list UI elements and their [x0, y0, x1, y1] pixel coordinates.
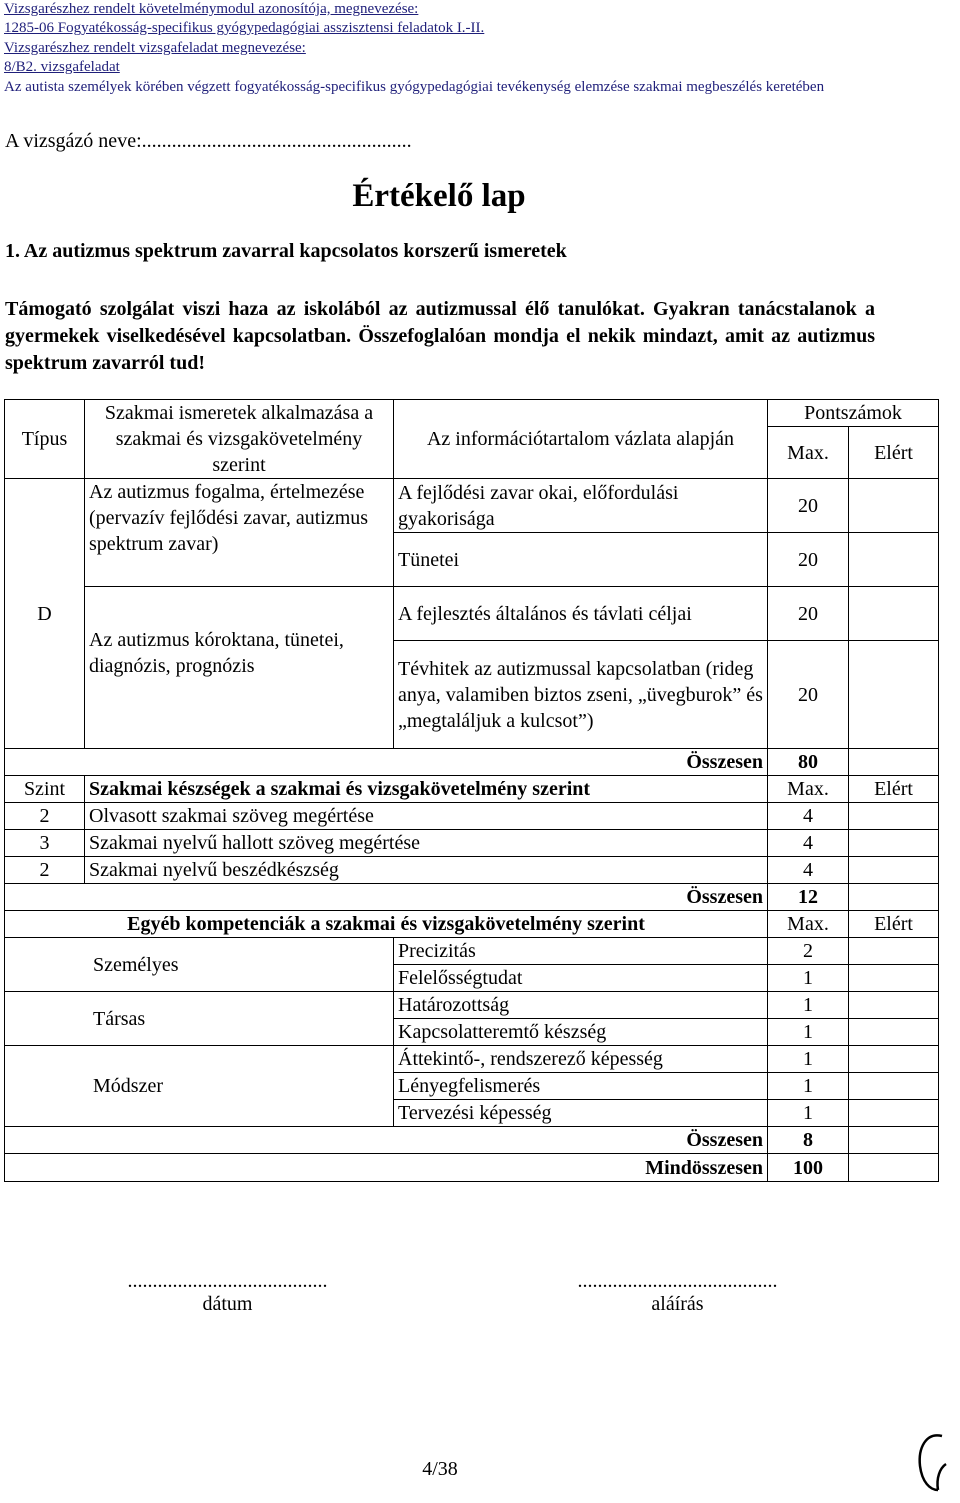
- personal-item-1: Precizitás: [394, 938, 768, 965]
- skill-elert-3[interactable]: [849, 857, 939, 884]
- document-header: [4, 0, 824, 97]
- method-elert-3[interactable]: [849, 1100, 939, 1127]
- outline-max-2: 20: [768, 533, 849, 587]
- header-line-3: Vizsgarészhez rendelt vizsgafeladat megnevezése:: [4, 39, 306, 56]
- knowledge-item-1: Az autizmus fogalma, értelmezése (pervazív fejlődési zavar, autizmus spektrum zavar): [85, 479, 394, 587]
- sum2-label: Összesen: [5, 884, 768, 911]
- outline-elert-1[interactable]: [849, 479, 939, 533]
- evaluation-table: [4, 399, 939, 1182]
- header-outline: Az információtartalom vázlata alapján: [394, 400, 768, 479]
- examinee-name-field: A vizsgázó neve:......................................................: [5, 130, 412, 152]
- skill-level-2: 3: [5, 830, 85, 857]
- outline-item-2: Tünetei: [394, 533, 768, 587]
- header-szint: Szint: [5, 776, 85, 803]
- task-description: Támogató szolgálat viszi haza az iskolából az autizmussal élő tanulókat. Gyakran tanácstalanok a gyermekek viselkedésével kapcsolatban. Összefoglalóan mondja el nekik mindazt, amit az autizmus spektrum zavarról tud!: [5, 298, 875, 374]
- skill-text-1: Olvasott szakmai szöveg megértése: [85, 803, 768, 830]
- skill-max-3: 4: [768, 857, 849, 884]
- outline-max-3: 20: [768, 587, 849, 641]
- social-elert-1[interactable]: [849, 992, 939, 1019]
- method-elert-2[interactable]: [849, 1073, 939, 1100]
- method-elert-1[interactable]: [849, 1046, 939, 1073]
- knowledge-item-2: Az autizmus kóroktana, tünetei, diagnózis, prognózis: [85, 587, 394, 749]
- header-elert: Elért: [849, 427, 939, 479]
- personal-max-1: 2: [768, 938, 849, 965]
- method-item-3: Tervezési képesség: [394, 1100, 768, 1127]
- sign-label: aláírás: [651, 1293, 704, 1315]
- sum2-elert[interactable]: [849, 884, 939, 911]
- header-skills: Szakmai készségek a szakmai és vizsgakövetelmény szerint: [85, 776, 768, 803]
- group-method: Módszer: [5, 1046, 394, 1127]
- other-elert-header: Elért: [849, 911, 939, 938]
- skills-elert-header: Elért: [849, 776, 939, 803]
- type-value: D: [5, 479, 85, 749]
- personal-item-2: Felelősségtudat: [394, 965, 768, 992]
- outline-item-4: Tévhitek az autizmussal kapcsolatban (rideg anya, valamiben biztos zseni, „üvegburok” és „megtaláljuk a kulcsot”): [394, 641, 768, 749]
- header-other-competencies: Egyéb kompetenciák a szakmai és vizsgakövetelmény szerint: [5, 911, 768, 938]
- outline-elert-3[interactable]: [849, 587, 939, 641]
- sum3-label: Összesen: [5, 1127, 768, 1154]
- total-elert[interactable]: [849, 1154, 939, 1182]
- outline-item-1: A fejlődési zavar okai, előfordulási gyakorisága: [394, 479, 768, 533]
- sum1-elert[interactable]: [849, 749, 939, 776]
- skill-elert-2[interactable]: [849, 830, 939, 857]
- header-line-4: 8/B2. vizsgafeladat: [4, 59, 120, 76]
- date-label: dátum: [202, 1293, 253, 1315]
- method-item-1: Áttekintő-, rendszerező képesség: [394, 1046, 768, 1073]
- header-max: Max.: [768, 427, 849, 479]
- skill-elert-1[interactable]: [849, 803, 939, 830]
- section-title: 1. Az autizmus spektrum zavarral kapcsolatos korszerű ismeretek: [5, 240, 567, 262]
- outline-item-3: A fejlesztés általános és távlati céljai: [394, 587, 768, 641]
- sum3-elert[interactable]: [849, 1127, 939, 1154]
- social-item-2: Kapcsolatteremtő készség: [394, 1019, 768, 1046]
- outline-elert-2[interactable]: [849, 533, 939, 587]
- header-points: Pontszámok: [768, 400, 939, 427]
- method-max-2: 1: [768, 1073, 849, 1100]
- date-signature-block: [90, 1270, 365, 1316]
- social-elert-2[interactable]: [849, 1019, 939, 1046]
- page-title: Értékelő lap: [352, 178, 526, 214]
- skills-max-header: Max.: [768, 776, 849, 803]
- group-personal: Személyes: [5, 938, 394, 992]
- method-max-1: 1: [768, 1046, 849, 1073]
- sum1-value: 80: [768, 749, 849, 776]
- total-value: 100: [768, 1154, 849, 1182]
- header-line-2: 1285-06 Fogyatékosság-specifikus gyógypedagógiai asszisztensi feladatok I.-II.: [4, 20, 485, 37]
- page-number: 4/38: [422, 1458, 458, 1480]
- header-knowledge: Szakmai ismeretek alkalmazása a szakmai és vizsgakövetelmény szerint: [85, 400, 394, 479]
- sum1-label: Összesen: [5, 749, 768, 776]
- sum2-value: 12: [768, 884, 849, 911]
- social-max-1: 1: [768, 992, 849, 1019]
- publisher-logo-icon: [912, 1428, 952, 1498]
- skill-level-1: 2: [5, 803, 85, 830]
- header-line-5: Az autista személyek körében végzett fogyatékosság-specifikus gyógypedagógiai tevékenység elemzése szakmai megbeszélés keretében: [4, 78, 825, 95]
- skill-max-1: 4: [768, 803, 849, 830]
- outline-max-4: 20: [768, 641, 849, 749]
- outline-max-1: 20: [768, 479, 849, 533]
- personal-elert-2[interactable]: [849, 965, 939, 992]
- method-item-2: Lényegfelismerés: [394, 1073, 768, 1100]
- group-social: Társas: [5, 992, 394, 1046]
- skill-text-2: Szakmai nyelvű hallott szöveg megértése: [85, 830, 768, 857]
- personal-max-2: 1: [768, 965, 849, 992]
- other-max-header: Max.: [768, 911, 849, 938]
- header-line-1: Vizsgarészhez rendelt követelménymodul azonosítója, megnevezése:: [4, 1, 419, 17]
- outline-elert-4[interactable]: [849, 641, 939, 749]
- social-item-1: Határozottság: [394, 992, 768, 1019]
- sign-dots: ........................................: [577, 1270, 778, 1292]
- date-dots: ........................................: [127, 1270, 328, 1292]
- skill-text-3: Szakmai nyelvű beszédkészség: [85, 857, 768, 884]
- skill-max-2: 4: [768, 830, 849, 857]
- skill-level-3: 2: [5, 857, 85, 884]
- personal-elert-1[interactable]: [849, 938, 939, 965]
- header-tipus: Típus: [5, 400, 85, 479]
- social-max-2: 1: [768, 1019, 849, 1046]
- method-max-3: 1: [768, 1100, 849, 1127]
- sum3-value: 8: [768, 1127, 849, 1154]
- sign-signature-block: [540, 1270, 815, 1316]
- total-label: Mindösszesen: [5, 1154, 768, 1182]
